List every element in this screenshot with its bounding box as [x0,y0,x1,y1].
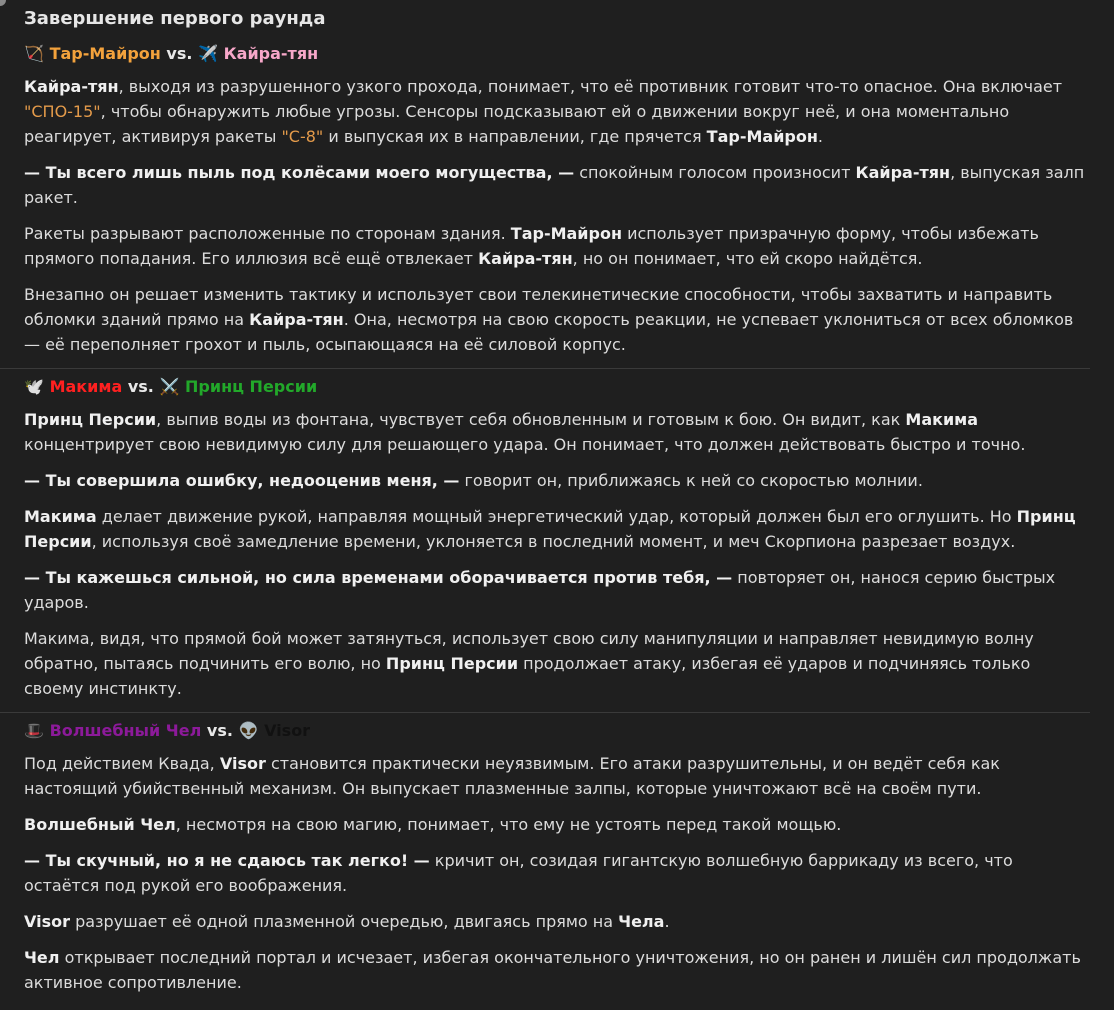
dove-icon: 🕊️ [24,377,44,396]
paragraph: — Ты всего лишь пыль под колёсами моего могущества, — спокойным голосом произносит Кайра-тян, выпуская залп ракет. [24,163,1085,207]
paragraph: — Ты совершила ошибку, недооценив меня, — говорит он, приближаясь к ней со скоростью молнии. [24,471,923,490]
paragraph: — Ты кажешься сильной, но сила временами оборачивается против тебя, — повторяет он, нанося серию быстрых ударов. [24,568,1056,612]
vs-label: vs. [166,44,193,63]
paragraph: Под действием Квада, Visor становится практически неуязвимым. Его атаки разрушительны, и он ведёт себя как настоящий убийственный механизм. Он выпускает плазменные залпы, которые уничтожают всё на своём пути. [24,754,1000,798]
paragraph: Волшебный Чел, несмотря на свою магию, понимает, что ему не устоять перед такой мощью. [24,815,842,834]
paragraph: — Ты скучный, но я не сдаюсь так легко! — кричит он, созидая гигантскую волшебную баррикаду из всего, что остаётся под рукой его воображения. [24,851,1013,895]
divider [0,368,1090,369]
fighter-b-name: Кайра-тян [223,44,319,63]
page-title: Завершение первого раунда [24,8,326,29]
paragraph: Чел открывает последний портал и исчезает, избегая окончательного уничтожения, но он ранен и лишён сил продолжать активное сопротивление. [24,948,1081,992]
alien-icon: 👽 [238,721,259,740]
bow-arrow-icon: 🏹 [24,44,44,63]
paragraph: Принц Персии, выпив воды из фонтана, чувствует себя обновленным и готовым к бою. Он видит, как Макима концентрирует свою невидимую силу для решающего удара. Он понимает, что должен действовать быстро и точно. [24,410,1026,454]
vs-label: vs. [127,377,154,396]
top-hat-icon: 🎩 [24,721,44,740]
divider [0,712,1090,713]
paragraph: Макима делает движение рукой, направляя мощный энергетический удар, который должен был его оглушить. Но Принц Персии, используя своё замедление времени, уклоняется в последний момент, и меч Скорпиона разрезает воздух. [24,507,1076,551]
paragraph: Ракеты разрывают расположенные по сторонам здания. Тар-Майрон использует призрачную форму, чтобы избежать прямого попадания. Его иллюзия всё ещё отвлекает Кайра-тян, но он понимает, что ей скоро найдётся. [24,224,1039,268]
fighter-b-name: Visor [264,721,311,740]
message-content [24,6,1090,1006]
matchup-header [24,375,1090,399]
paragraph: Макима, видя, что прямой бой может затянуться, использует свою силу манипуляции и направляет невидимую волну обратно, пытаясь подчинить его волю, но Принц Персии продолжает атаку, избегая её ударов и подчиняясь только своему инстинкту. [24,629,1034,698]
vs-label: vs. [206,721,233,740]
fighter-b-name: Принц Персии [185,377,318,396]
fighter-a-name: Макима [49,377,123,396]
window-corner [0,0,6,6]
fighter-a-name: Тар-Майрон [49,44,161,63]
paragraph: Внезапно он решает изменить тактику и использует свои телекинетические способности, чтобы захватить и направить обломки зданий прямо на Кайра-тян. Она, несмотря на свою скорость реакции, не успевает уклониться от всех обломков — её переполняет грохот и пыль, осыпающаяся на её силовой корпус. [24,285,1074,354]
paragraph: Кайра-тян, выходя из разрушенного узкого прохода, понимает, что её противник готовит что-то опасное. Она включает "СПО-15", чтобы обнаружить любые угрозы. Сенсоры подсказывают ей о движении вокруг неё, и она моментально реагирует, активируя ракеты "С-8" и выпуская их в направлении, где прячется Тар-Майрон. [24,77,1063,146]
fighter-a-name: Волшебный Чел [49,721,202,740]
matchup-header [24,719,1090,743]
paragraph: Visor разрушает её одной плазменной очередью, двигаясь прямо на Чела. [24,912,670,931]
swords-icon: ⚔️ [159,377,180,396]
matchup-header [24,42,1090,66]
airplane-icon: ✈️ [198,44,218,63]
